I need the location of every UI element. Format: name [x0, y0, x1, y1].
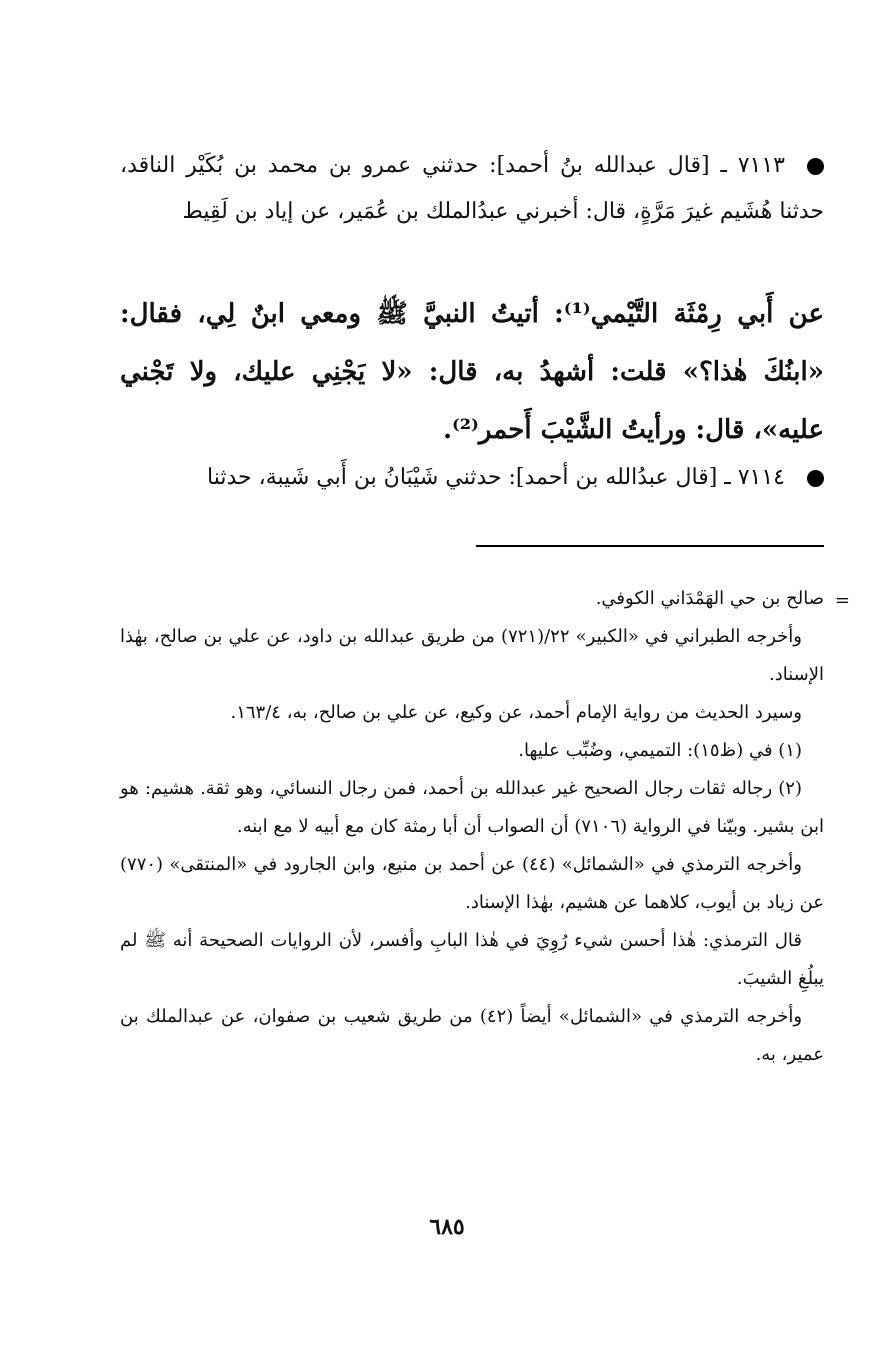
entry-7113	[120, 143, 824, 235]
footnote-line: وأخرجه الترمذي في «الشمائل» أيضاً (٤٢) من طريق شعيب بن صفوان، عن عبدالملك بن عمير، به.	[120, 1006, 824, 1065]
footnote-2: (٢) رجاله ثقات رجال الصحيح غير عبدالله بن أحمد، فمن رجال النسائي، وهو ثقة. هشيم: هو ابن بشير. وبيّنا في الرواية (٧١٠٦) أن الصواب أن أبا رمثة كان مع أبيه لا مع ابنه.	[120, 778, 824, 837]
page-number: ٦٨٥	[429, 1214, 465, 1240]
footnote-line: وأخرجه الترمذي في «الشمائل» (٤٤) عن أحمد بن منيع، وابن الجارود في «المنتقى» (٧٧٠) عن زياد بن أيوب، كلاهما عن هشيم، بهٰذا الإسناد.	[120, 854, 824, 913]
hadith-text	[120, 285, 824, 459]
bullet-icon	[807, 158, 824, 175]
bullet-icon	[807, 470, 824, 487]
entry-7114	[120, 455, 824, 501]
footnotes	[120, 580, 850, 1074]
entry-7113-text: ٧١١٣ ـ [قال عبدالله بنُ أحمد]: حدثني عمرو بن محمد بن بُكَيْر الناقد، حدثنا هُشَيم غيرَ مَرَّةٍ، قال: أخبرني عبدُالملك بن عُمَير، عن إياد بن لَقِيط	[120, 153, 824, 224]
continuation-mark: =	[834, 590, 850, 611]
footnote-line: وأخرجه الطبراني في «الكبير» ٢٢/(٧٢١) من طريق عبدالله بن داود، عن علي بن صالح، بهٰذا الإسناد.	[120, 626, 824, 685]
footnote-line: وسيرد الحديث من رواية الإمام أحمد، عن وكيع، عن علي بن صالح، به، ١٦٣/٤.	[230, 702, 802, 723]
entry-7114-text: ٧١١٤ ـ [قال عبدُالله بن أحمد]: حدثني شَيْبَانُ بن أَبي شَيبة، حدثنا	[207, 465, 785, 490]
footnote-line: صالح بن حي الهَمْدَاني الكوفي.	[595, 588, 824, 609]
footnote-separator	[476, 545, 824, 547]
footnote-1: (١) في (ظ١٥): التميمي، وضُبِّب عليها.	[518, 740, 802, 761]
footnote-line: قال الترمذي: هٰذا أحسن شيء رُوِيَ في هٰذا البابِ وأفسر، لأن الروايات الصحيحة أنه ﷺ لم يبلُغِ الشيبَ.	[120, 930, 824, 989]
hadith-body: عن أَبي رِمْثَة التَّيْمي⁽¹⁾: أتيتُ النبيَّ ﷺ ومعي ابنٌ لِي، فقال: «ابنُكَ هٰذا؟» قلت: أشهدُ به، قال: «لا يَجْنِي عليك، ولا تَجْني عليه»، قال: ورأيتُ الشَّيْبَ أَحمر⁽²⁾.	[120, 299, 824, 445]
